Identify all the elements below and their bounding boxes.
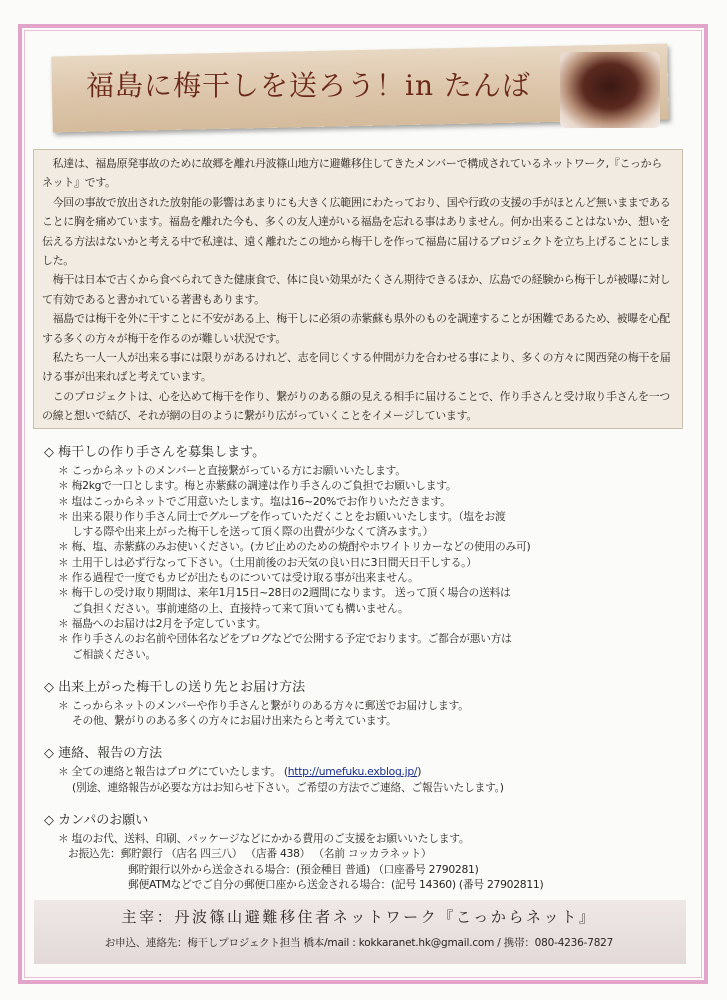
- list-item: ＊ 塩はこっからネットでご用意いたします。塩は16~20%でお作りいただきます。: [58, 494, 451, 508]
- list-item: ＊ 土用干しは必ず行なって下さい。（土用前後のお天気の良い日に3日間天日干しする。）: [58, 555, 477, 569]
- list-item-continuation: その他、繋がりのある多くの方々にお届け出来たらと考えています。: [72, 714, 397, 728]
- list-item: ＊ こっからネットのメンバーと直接繋がっている方にお願いいたします。: [58, 464, 406, 477]
- list-item: [44, 764, 684, 779]
- sections: [44, 444, 684, 892]
- delivery-section: [44, 679, 684, 729]
- bank-account-other: 郵貯銀行以外から送金される場合：(預金種目 普通) （口座番号 2790281): [128, 862, 479, 876]
- list-item: ＊ 塩のお代、送料、印刷、パッケージなどにかかる費用のご支援をお願いいたします。: [58, 832, 470, 846]
- report-text: ＊ 全ての連絡と報告はブログにていたします。 (: [58, 765, 288, 779]
- page-title: 福島に梅干しを送ろう！in たんば: [86, 69, 531, 102]
- list-item: ＊ こっからネットのメンバーや作り手さんと繋がりのある方々に郵送でお届けします。: [58, 698, 469, 712]
- report-section: [44, 745, 684, 795]
- list-item-continuation: ご相談ください。: [72, 647, 156, 661]
- recruit-section: [44, 444, 684, 662]
- list-item-continuation: しする際や出来上がった梅干しを送って頂く際の出費が少なくて済みます。）: [72, 525, 434, 539]
- intro-paragraph: 私達は、福島原発事故のために故郷を離れ丹波篠山地方に避難移住してきたメンバーで構成されているネットワーク,『こっからネット』です。: [42, 157, 662, 190]
- bank-account-atm: 郵便ATMなどでご自分の郵便口座から送金される場合：(記号 14360) (番号 27902811): [128, 877, 544, 891]
- intro-paragraph: このプロジェクトは、心を込めて梅干を作り、繋がりのある顔の見える相手に届けることで、作り手さんと受け取り手さんを一つの線と想いで結び、それが網の目のように繋がり広がっていくことをイメージしています。: [42, 389, 670, 423]
- umeboshi-photo: [560, 52, 660, 128]
- recruit-heading: ◇ 梅干しの作り手さんを募集します。: [44, 445, 266, 460]
- list-item: ＊ 出来る限り作り手さん同士でグループを作っていただくことをお願いいたします。（塩をお渡: [58, 509, 506, 523]
- list-item: ＊ 作り手さんのお名前や団体名などをブログなどで公開する予定でおります。ご都合が悪い方は: [58, 632, 512, 646]
- donation-section: [44, 812, 684, 892]
- intro-paragraph: 福島では梅干を外に干すことに不安がある上、梅干しに必須の赤紫蘇も県外のものを調達することが困難であるため、被曝を心配する多くの方々が梅干を作るのが難しい状況です。: [42, 312, 670, 345]
- list-item: ＊ 梅干しの受け取り期間は、来年1月15日~28日の2週間になります。 送って頂く場合の送料は: [58, 586, 511, 600]
- report-heading: ◇ 連絡、報告の方法: [44, 746, 163, 762]
- contact-info: お申込、連絡先：梅干しプロジェクト担当 橋本/mail : kokkaranet.hk@gmail.com / 携帯：080-4236-7827: [104, 937, 614, 949]
- intro-paragraph: 私たち一人一人が出来る事には限りがあるけれど、志を同じくする仲間が力を合わせる事により、多くの方々に関西発の梅干を届ける事が出来ればと考えています。: [42, 351, 671, 384]
- list-item: ＊ 梅2kgで一口とします。梅と赤紫蘇の調達は作り手さんのご負担でお願いします。: [58, 479, 457, 493]
- delivery-heading: ◇ 出来上がった梅干しの送り先とお届け方法: [44, 679, 306, 695]
- intro-paragraph: 今回の事故で放出された放射能の影響はあまりにも大きく広範囲にわたっており、国や行政の支援の手がほとんど無いままであることに胸を痛めています。福島を離れた今も、多くの友人達がいる福島を忘れる事はありません。何か出来ることはないか、想いを伝える方法はないかと考える中で私達は、遠く離れたこの地から梅干しを作って福島に届けるプロジェクトを立ち上げることにしました。: [42, 195, 671, 268]
- donation-heading: ◇ カンパのお願い: [44, 813, 149, 829]
- bank-account-main: お振込先：郵貯銀行 （店名 四三八） （店番 438） （名前 コッカラネット）: [68, 847, 432, 861]
- list-item: ＊ 梅、塩、赤紫蘇のみお使いください。(カビ止めのための焼酎やホワイトリカーなどの使用のみ可): [58, 540, 531, 554]
- intro-paragraph: 梅干は日本で古くから食べられてきた健康食で、体に良い効果がたくさん期待できるほか、広島での経験から梅干しが被曝に対して有効であると書かれている著書もあります。: [42, 273, 671, 306]
- report-text-end: ): [417, 765, 422, 779]
- list-item: ＊ 作る過程で一度でもカビが出たものについては受け取る事が出来ません。: [58, 571, 419, 585]
- host-organization: 主宰：丹波篠山避難移住者ネットワーク『こっからネット』: [121, 908, 597, 926]
- list-item-continuation: ご負担ください。事前連絡の上、直接持って来て頂いても構いません。: [72, 601, 409, 615]
- blog-link[interactable]: http://umefuku.exblog.jp/: [287, 765, 418, 779]
- list-item: ＊ 福島へのお届けは2月を予定しています。: [58, 616, 267, 630]
- intro-text: [42, 154, 672, 426]
- list-item-continuation: (別途、連絡報告が必要な方はお知らせ下さい。ご希望の方法でご連絡、ご報告いたします。): [72, 780, 504, 794]
